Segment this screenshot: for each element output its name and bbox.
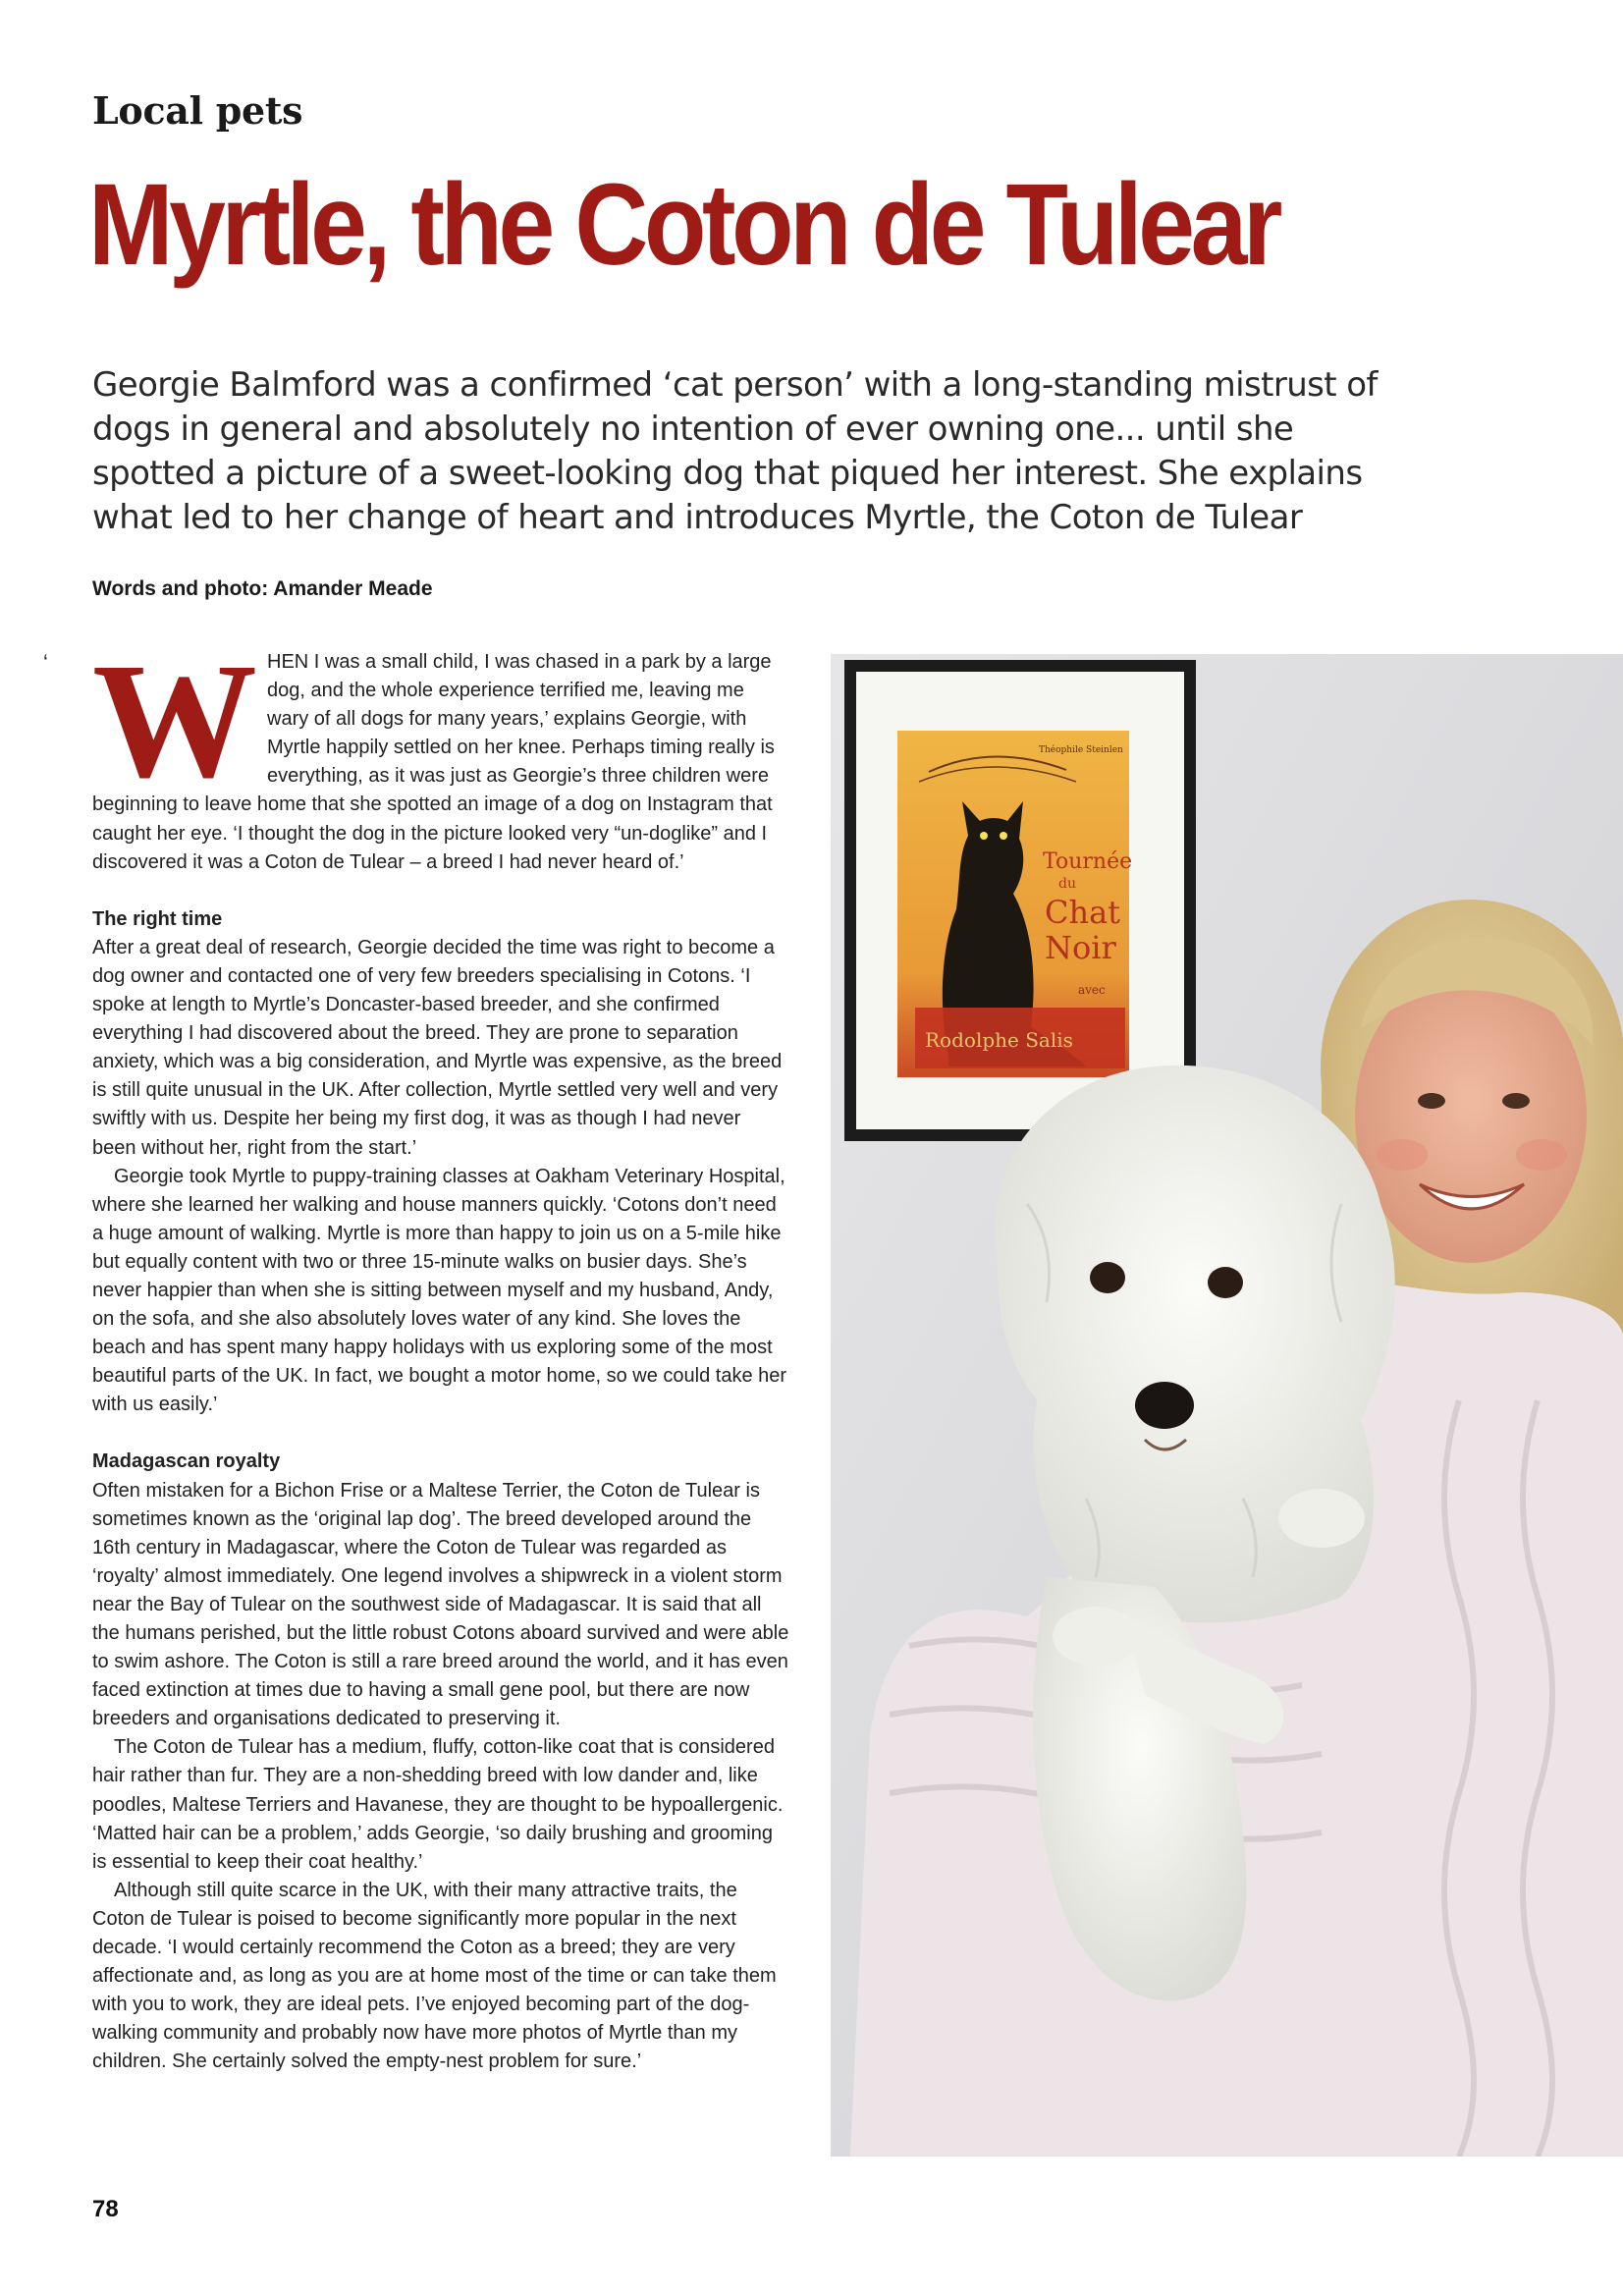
- body-paragraph: Georgie took Myrtle to puppy-training classes at Oakham Veterinary Hospital, where she learned her walking and house manners quickly. ‘Cotons don’t need a huge amount of walking. Myrtle is more than happy to join us on a 5-mile hike but equally content with two or three 15-minute walks on busier days. She’s never happier than when she is sitting between myself and my husband, Andy, on the sofa, and she also absolutely loves water of any kind. She loves the beach and has spent many happy holidays with us exploring some of the most beautiful parts of the UK. In fact, we bought a motor home, so we could take her with us easily.’: [92, 1165, 787, 1416]
- article-photo: [831, 654, 1623, 2157]
- poster-text-avec: avec: [1078, 983, 1106, 997]
- body-paragraph: The Coton de Tulear has a medium, fluffy, cotton-like coat that is considered hair rather than fur. They are a non-shedding breed with low dander and, like poodles, Maltese Terriers and Havanese, they are thought to be hypoallergenic. ‘Matted hair can be a problem,’ adds Georgie, ‘so daily brushing and grooming is essential to keep their coat healthy.’: [92, 1736, 784, 1873]
- intro-paragraph: HEN I was a small child, I was chased in a park by a large dog, and the whole experience terrified me, leaving me wary of all dogs for many years,’ explains Georgie, with Myrtle happily settled on her knee. Perhaps timing really is everything, as it was just as Georgie’s three children were beginning to leave home that she spotted an image of a dog on Instagram that caught her eye. ‘I thought the dog in the picture looked very “un-doglike” and I discovered it was a Coton de Tulear – a breed I had never heard of.’: [92, 651, 775, 873]
- section-label: Local pets: [92, 88, 303, 133]
- body-paragraph: After a great deal of research, Georgie decided the time was right to become a dog owner and contacted one of very few breeders specialising in Cotons. ‘I spoke at length to Myrtle’s Doncaster-based breeder, and she confirmed everything I had discovered about the breed. They are prone to separation anxiety, which was a big consideration, and Myrtle was expensive, as the breed is still quite unusual in the UK. After collection, Myrtle settled very well and very swiftly with us. Despite her being my first dog, it was as though I had never been without her, right from the start.’: [92, 936, 783, 1159]
- poster-text-salis: Rodolphe Salis: [925, 1028, 1073, 1052]
- standfirst: Georgie Balmford was a confirmed ‘cat person’ with a long-standing mistrust of dogs in general and absolutely no intention of ever owning one... until she spotted a picture of a sweet-looking dog that piqued her interest. She explains what led to her change of heart and introduces Myrtle, the Coton de Tulear: [92, 365, 1378, 537]
- poster-small-text: Théophile Steinlen: [1039, 745, 1123, 755]
- drop-cap: W: [92, 629, 257, 812]
- poster-text-du: du: [1058, 876, 1076, 892]
- page-number: 78: [92, 2196, 119, 2222]
- subheading-madagascan-royalty: Madagascan royalty: [92, 1450, 281, 1473]
- article-body: [92, 629, 789, 2077]
- body-paragraph: Often mistaken for a Bichon Frise or a Maltese Terrier, the Coton de Tulear is sometimes known as the ‘original lap dog’. The breed developed around the 16th century in Madagascar, where the Coton de Tulear was regarded as ‘royalty’ almost immediately. One legend involves a shipwreck in a violent storm near the Bay of Tulear on the southwest side of Madagascar. It is said that all the humans perished, but the little robust Cotons aboard survived and were able to swim ashore. The Coton is still a rare breed around the world, and it has even faced extinction at times due to having a small gene pool, but there are now breeders and organisations dedicated to preserving it.: [92, 1479, 789, 1730]
- body-paragraph: Although still quite scarce in the UK, with their many attractive traits, the Coton de Tulear is poised to become significantly more popular in the next decade. ‘I would certainly recommend the Coton as a breed; they are very affectionate and, as long as you are at home most of the time or can take them with you to work, they are ideal pets. I’ve enjoyed becoming part of the dog-walking community and probably now have more photos of Myrtle than my children. She certainly solved the empty-nest problem for sure.’: [92, 1879, 777, 2073]
- poster-text-chat: Chat: [1045, 894, 1121, 931]
- headline: Myrtle, the Coton de Tulear: [88, 160, 1279, 290]
- opening-quote-mark: ‘: [43, 650, 48, 675]
- subheading-right-time: The right time: [92, 907, 223, 930]
- poster-text-tournee: Tournée: [1043, 849, 1133, 874]
- poster-text-noir: Noir: [1045, 929, 1116, 966]
- byline-credit: Words and photo: Amander Meade: [92, 577, 433, 600]
- photo-illustration: [831, 654, 1623, 2157]
